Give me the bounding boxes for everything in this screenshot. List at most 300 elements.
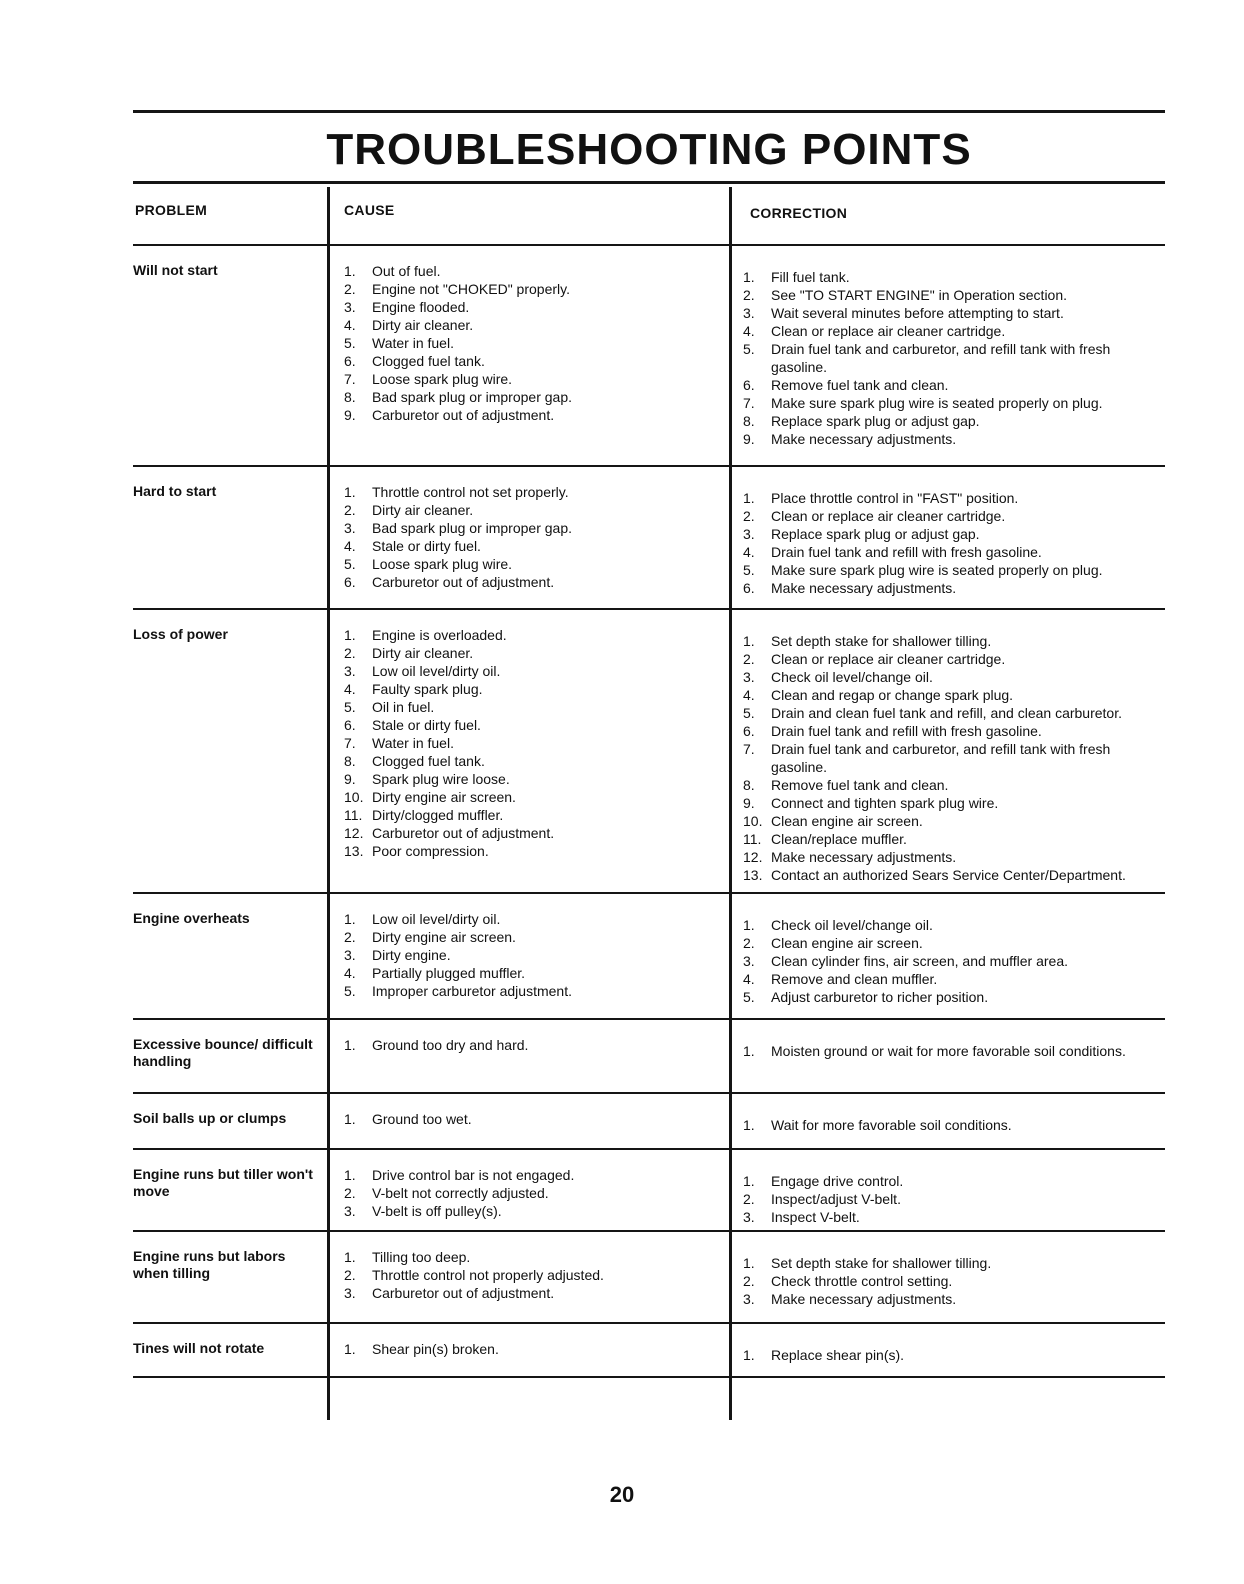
correction-text: Drain fuel tank and refill with fresh gasoline. bbox=[771, 723, 1042, 739]
correction-item bbox=[743, 1346, 1165, 1364]
cause-text: Ground too dry and hard. bbox=[372, 1037, 529, 1053]
cause-text: Drive control bar is not engaged. bbox=[372, 1167, 575, 1183]
cause-text: Ground too wet. bbox=[372, 1111, 472, 1127]
cause-item bbox=[344, 1248, 729, 1266]
correction-item bbox=[743, 561, 1165, 579]
correction-item bbox=[743, 812, 1165, 830]
item-number: 9. bbox=[344, 407, 356, 423]
correction-text: Set depth stake for shallower tilling. bbox=[771, 633, 992, 649]
cause-item bbox=[344, 483, 729, 501]
item-number: 9. bbox=[743, 431, 755, 447]
item-number: 2. bbox=[743, 1191, 755, 1207]
correction-list bbox=[743, 1346, 1165, 1364]
cause-list bbox=[344, 1248, 729, 1302]
item-number: 1. bbox=[344, 1167, 356, 1183]
correction-cell bbox=[729, 1248, 1165, 1322]
correction-cell bbox=[729, 910, 1165, 1018]
cause-cell bbox=[327, 483, 729, 608]
cause-item bbox=[344, 698, 729, 716]
cause-item bbox=[344, 388, 729, 406]
item-number: 6. bbox=[344, 353, 356, 369]
cause-text: Throttle control not set properly. bbox=[372, 484, 569, 500]
cause-item bbox=[344, 352, 729, 370]
cause-item bbox=[344, 1266, 729, 1284]
item-number: 8. bbox=[344, 389, 356, 405]
correction-text: Remove fuel tank and clean. bbox=[771, 777, 949, 793]
cause-text: Loose spark plug wire. bbox=[372, 556, 513, 572]
correction-text: Remove and clean muffler. bbox=[771, 971, 938, 987]
item-number: 2. bbox=[344, 1185, 356, 1201]
correction-item bbox=[743, 952, 1165, 970]
cause-list bbox=[344, 1166, 729, 1220]
correction-list bbox=[743, 632, 1165, 884]
item-number: 1. bbox=[743, 1173, 755, 1189]
correction-list bbox=[743, 916, 1165, 1006]
item-number: 1. bbox=[344, 263, 356, 279]
item-number: 3. bbox=[743, 1291, 755, 1307]
item-number: 1. bbox=[344, 627, 356, 643]
correction-list bbox=[743, 268, 1165, 448]
correction-text: Drain fuel tank and carburetor, and refill tank with fresh gasoline. bbox=[771, 341, 1111, 375]
cause-text: Loose spark plug wire. bbox=[372, 371, 513, 387]
item-number: 5. bbox=[743, 562, 755, 578]
cause-text: Dirty engine. bbox=[372, 947, 451, 963]
correction-text: Check oil level/change oil. bbox=[771, 669, 933, 685]
correction-text: Engage drive control. bbox=[771, 1173, 904, 1189]
item-number: 8. bbox=[743, 413, 755, 429]
cause-text: Throttle control not properly adjusted. bbox=[372, 1267, 604, 1283]
correction-text: Make necessary adjustments. bbox=[771, 580, 957, 596]
title-rule bbox=[133, 181, 1165, 184]
item-number: 3. bbox=[344, 299, 356, 315]
correction-item bbox=[743, 848, 1165, 866]
correction-item bbox=[743, 1272, 1165, 1290]
cause-item bbox=[344, 752, 729, 770]
correction-item bbox=[743, 650, 1165, 668]
correction-item bbox=[743, 866, 1165, 884]
correction-text: Clean engine air screen. bbox=[771, 813, 923, 829]
cause-cell bbox=[327, 1248, 729, 1322]
correction-item bbox=[743, 268, 1165, 286]
cause-list bbox=[344, 626, 729, 860]
cause-item bbox=[344, 982, 729, 1000]
correction-text: Clean and regap or change spark plug. bbox=[771, 687, 1014, 703]
item-number: 4. bbox=[344, 965, 356, 981]
item-number: 1. bbox=[743, 269, 755, 285]
correction-item bbox=[743, 988, 1165, 1006]
cause-item bbox=[344, 1184, 729, 1202]
table-row bbox=[133, 244, 1165, 465]
correction-item bbox=[743, 1254, 1165, 1272]
correction-item bbox=[743, 340, 1165, 376]
correction-cell bbox=[729, 1036, 1165, 1092]
cause-text: Engine is overloaded. bbox=[372, 627, 507, 643]
item-number: 5. bbox=[344, 556, 356, 572]
cause-list bbox=[344, 910, 729, 1000]
cause-item bbox=[344, 946, 729, 964]
cause-cell bbox=[327, 1036, 729, 1092]
cause-text: Shear pin(s) broken. bbox=[372, 1341, 499, 1357]
correction-cell bbox=[729, 1340, 1165, 1376]
item-number: 3. bbox=[344, 520, 356, 536]
item-number: 7. bbox=[344, 735, 356, 751]
item-number: 12. bbox=[344, 825, 364, 841]
correction-list bbox=[743, 1254, 1165, 1308]
cause-text: Clogged fuel tank. bbox=[372, 353, 485, 369]
correction-item bbox=[743, 394, 1165, 412]
correction-text: Check oil level/change oil. bbox=[771, 917, 933, 933]
correction-text: Clean or replace air cleaner cartridge. bbox=[771, 323, 1006, 339]
correction-text: Make necessary adjustments. bbox=[771, 849, 957, 865]
cause-text: Tilling too deep. bbox=[372, 1249, 471, 1265]
table-row bbox=[133, 892, 1165, 1018]
cause-item bbox=[344, 316, 729, 334]
item-number: 10. bbox=[743, 813, 763, 829]
item-number: 6. bbox=[743, 580, 755, 596]
item-number: 12. bbox=[743, 849, 763, 865]
correction-text: Place throttle control in "FAST" position. bbox=[771, 490, 1019, 506]
item-number: 2. bbox=[344, 929, 356, 945]
item-number: 8. bbox=[344, 753, 356, 769]
cause-text: Spark plug wire loose. bbox=[372, 771, 510, 787]
cause-text: Carburetor out of adjustment. bbox=[372, 574, 555, 590]
item-number: 3. bbox=[743, 526, 755, 542]
item-number: 2. bbox=[743, 1273, 755, 1289]
item-number: 4. bbox=[344, 538, 356, 554]
cause-text: Dirty air cleaner. bbox=[372, 317, 474, 333]
cause-text: Improper carburetor adjustment. bbox=[372, 983, 572, 999]
cause-text: Carburetor out of adjustment. bbox=[372, 825, 555, 841]
item-number: 2. bbox=[344, 281, 356, 297]
correction-list bbox=[743, 489, 1165, 597]
item-number: 7. bbox=[743, 741, 755, 757]
item-number: 2. bbox=[344, 645, 356, 661]
item-number: 5. bbox=[743, 705, 755, 721]
correction-text: Replace spark plug or adjust gap. bbox=[771, 526, 980, 542]
cause-text: Oil in fuel. bbox=[372, 699, 435, 715]
cause-item bbox=[344, 1036, 729, 1054]
item-number: 2. bbox=[743, 935, 755, 951]
correction-list bbox=[743, 1172, 1165, 1226]
item-number: 13. bbox=[344, 843, 364, 859]
item-number: 6. bbox=[743, 723, 755, 739]
item-number: 1. bbox=[344, 911, 356, 927]
cause-list bbox=[344, 1110, 729, 1128]
correction-text: Clean cylinder fins, air screen, and muffler area. bbox=[771, 953, 1068, 969]
correction-list bbox=[743, 1116, 1165, 1134]
cause-item bbox=[344, 964, 729, 982]
item-number: 8. bbox=[743, 777, 755, 793]
item-number: 9. bbox=[344, 771, 356, 787]
correction-item bbox=[743, 1190, 1165, 1208]
item-number: 1. bbox=[743, 1347, 755, 1363]
cause-cell bbox=[327, 262, 729, 465]
cause-item bbox=[344, 573, 729, 591]
troubleshooting-table bbox=[133, 244, 1165, 1378]
item-number: 9. bbox=[743, 795, 755, 811]
item-number: 2. bbox=[344, 1267, 356, 1283]
problem-cell: Engine runs but tiller won't move bbox=[133, 1166, 313, 1199]
correction-text: Replace spark plug or adjust gap. bbox=[771, 413, 980, 429]
item-number: 11. bbox=[743, 831, 762, 847]
correction-item bbox=[743, 286, 1165, 304]
cause-text: Clogged fuel tank. bbox=[372, 753, 485, 769]
cause-text: Bad spark plug or improper gap. bbox=[372, 520, 572, 536]
cause-cell bbox=[327, 1340, 729, 1376]
item-number: 5. bbox=[344, 699, 356, 715]
item-number: 3. bbox=[344, 947, 356, 963]
correction-item bbox=[743, 970, 1165, 988]
item-number: 2. bbox=[344, 502, 356, 518]
correction-text: Clean engine air screen. bbox=[771, 935, 923, 951]
problem-cell: Excessive bounce/ difficult handling bbox=[133, 1036, 313, 1069]
cause-cell bbox=[327, 910, 729, 1018]
correction-item bbox=[743, 304, 1165, 322]
cause-list bbox=[344, 483, 729, 591]
item-number: 1. bbox=[743, 917, 755, 933]
correction-item bbox=[743, 632, 1165, 650]
correction-item bbox=[743, 525, 1165, 543]
item-number: 7. bbox=[344, 371, 356, 387]
header-cause: CAUSE bbox=[344, 202, 395, 218]
correction-item bbox=[743, 1172, 1165, 1190]
cause-text: Stale or dirty fuel. bbox=[372, 717, 481, 733]
item-number: 1. bbox=[344, 1249, 356, 1265]
item-number: 3. bbox=[743, 669, 755, 685]
correction-text: Set depth stake for shallower tilling. bbox=[771, 1255, 992, 1271]
correction-text: Clean or replace air cleaner cartridge. bbox=[771, 508, 1006, 524]
correction-text: Clean/replace muffler. bbox=[771, 831, 907, 847]
correction-text: Clean or replace air cleaner cartridge. bbox=[771, 651, 1006, 667]
correction-cell bbox=[729, 1110, 1165, 1148]
correction-text: Wait for more favorable soil conditions. bbox=[771, 1117, 1012, 1133]
problem-cell: Loss of power bbox=[133, 626, 228, 642]
problem-cell: Will not start bbox=[133, 262, 218, 278]
item-number: 1. bbox=[743, 1117, 755, 1133]
correction-item bbox=[743, 543, 1165, 561]
cause-text: Engine not "CHOKED" properly. bbox=[372, 281, 570, 297]
cause-item bbox=[344, 1284, 729, 1302]
cause-item bbox=[344, 644, 729, 662]
correction-text: Make necessary adjustments. bbox=[771, 431, 957, 447]
cause-item bbox=[344, 537, 729, 555]
cause-text: Bad spark plug or improper gap. bbox=[372, 389, 572, 405]
correction-text: See "TO START ENGINE" in Operation section. bbox=[771, 287, 1068, 303]
cause-item bbox=[344, 806, 729, 824]
page-number: 20 bbox=[609, 1482, 635, 1507]
item-number: 3. bbox=[743, 1209, 755, 1225]
cause-item bbox=[344, 1340, 729, 1358]
cause-item bbox=[344, 910, 729, 928]
cause-item bbox=[344, 406, 729, 424]
cause-text: V-belt is off pulley(s). bbox=[372, 1203, 502, 1219]
correction-item bbox=[743, 507, 1165, 525]
item-number: 4. bbox=[743, 544, 755, 560]
correction-text: Inspect/adjust V-belt. bbox=[771, 1191, 901, 1207]
correction-item bbox=[743, 1208, 1165, 1226]
table-row bbox=[133, 1322, 1165, 1378]
correction-text: Moisten ground or wait for more favorable soil conditions. bbox=[771, 1043, 1126, 1059]
cause-text: Low oil level/dirty oil. bbox=[372, 663, 501, 679]
cause-list bbox=[344, 262, 729, 424]
cause-cell bbox=[327, 1110, 729, 1148]
correction-text: Wait several minutes before attempting to start. bbox=[771, 305, 1064, 321]
cause-item bbox=[344, 280, 729, 298]
item-number: 4. bbox=[743, 971, 755, 987]
correction-item bbox=[743, 376, 1165, 394]
item-number: 3. bbox=[743, 305, 755, 321]
item-number: 1. bbox=[344, 484, 356, 500]
cause-text: Dirty air cleaner. bbox=[372, 502, 474, 518]
cause-item bbox=[344, 519, 729, 537]
correction-item bbox=[743, 489, 1165, 507]
correction-item bbox=[743, 686, 1165, 704]
item-number: 6. bbox=[743, 377, 755, 393]
correction-cell bbox=[729, 483, 1165, 608]
correction-item bbox=[743, 934, 1165, 952]
cause-item bbox=[344, 824, 729, 842]
item-number: 7. bbox=[743, 395, 755, 411]
correction-item bbox=[743, 1290, 1165, 1308]
cause-text: Out of fuel. bbox=[372, 263, 441, 279]
correction-item bbox=[743, 1116, 1165, 1134]
problem-cell: Engine overheats bbox=[133, 910, 250, 926]
cause-text: Dirty engine air screen. bbox=[372, 789, 516, 805]
top-rule bbox=[133, 110, 1165, 113]
cause-item bbox=[344, 716, 729, 734]
correction-text: Remove fuel tank and clean. bbox=[771, 377, 949, 393]
item-number: 5. bbox=[344, 983, 356, 999]
cause-text: Partially plugged muffler. bbox=[372, 965, 526, 981]
table-row bbox=[133, 1092, 1165, 1148]
item-number: 6. bbox=[344, 574, 356, 590]
cause-item bbox=[344, 788, 729, 806]
correction-item bbox=[743, 722, 1165, 740]
correction-text: Drain fuel tank and refill with fresh gasoline. bbox=[771, 544, 1042, 560]
item-number: 5. bbox=[743, 341, 755, 357]
table-row bbox=[133, 1230, 1165, 1322]
correction-item bbox=[743, 1042, 1165, 1060]
correction-item bbox=[743, 430, 1165, 448]
table-row bbox=[133, 608, 1165, 892]
item-number: 4. bbox=[344, 681, 356, 697]
correction-item bbox=[743, 916, 1165, 934]
correction-text: Drain and clean fuel tank and refill, and clean carburetor. bbox=[771, 705, 1122, 721]
item-number: 5. bbox=[344, 335, 356, 351]
cause-item bbox=[344, 334, 729, 352]
cause-item bbox=[344, 555, 729, 573]
item-number: 1. bbox=[743, 633, 755, 649]
problem-cell: Engine runs but labors when tilling bbox=[133, 1248, 286, 1281]
cause-cell bbox=[327, 1166, 729, 1230]
correction-item bbox=[743, 740, 1165, 776]
correction-item bbox=[743, 776, 1165, 794]
problem-cell: Soil balls up or clumps bbox=[133, 1110, 287, 1126]
item-number: 1. bbox=[743, 1255, 755, 1271]
cause-item bbox=[344, 928, 729, 946]
cause-item bbox=[344, 1202, 729, 1220]
correction-list bbox=[743, 1042, 1165, 1060]
cause-item bbox=[344, 662, 729, 680]
cause-text: Stale or dirty fuel. bbox=[372, 538, 481, 554]
correction-text: Make sure spark plug wire is seated properly on plug. bbox=[771, 395, 1103, 411]
correction-item bbox=[743, 830, 1165, 848]
cause-item bbox=[344, 734, 729, 752]
problem-cell: Hard to start bbox=[133, 483, 217, 499]
item-number: 3. bbox=[344, 663, 356, 679]
cause-item bbox=[344, 1110, 729, 1128]
cause-text: Dirty air cleaner. bbox=[372, 645, 474, 661]
correction-item bbox=[743, 579, 1165, 597]
correction-cell bbox=[729, 1166, 1165, 1230]
cause-text: Low oil level/dirty oil. bbox=[372, 911, 501, 927]
item-number: 4. bbox=[743, 687, 755, 703]
cause-cell bbox=[327, 626, 729, 892]
page-title: TROUBLESHOOTING POINTS bbox=[326, 125, 972, 174]
item-number: 4. bbox=[344, 317, 356, 333]
correction-text: Adjust carburetor to richer position. bbox=[771, 989, 989, 1005]
cause-text: Water in fuel. bbox=[372, 335, 454, 351]
cause-text: Water in fuel. bbox=[372, 735, 454, 751]
cause-text: V-belt not correctly adjusted. bbox=[372, 1185, 549, 1201]
item-number: 1. bbox=[743, 1043, 755, 1059]
correction-text: Make sure spark plug wire is seated properly on plug. bbox=[771, 562, 1103, 578]
correction-text: Check throttle control setting. bbox=[771, 1273, 953, 1289]
header-correction: CORRECTION bbox=[750, 205, 848, 221]
cause-item bbox=[344, 770, 729, 788]
cause-item bbox=[344, 842, 729, 860]
item-number: 3. bbox=[344, 1203, 356, 1219]
table-row bbox=[133, 1018, 1165, 1092]
item-number: 1. bbox=[743, 490, 755, 506]
correction-item bbox=[743, 412, 1165, 430]
correction-item bbox=[743, 322, 1165, 340]
cause-text: Dirty/clogged muffler. bbox=[372, 807, 504, 823]
header-problem: PROBLEM bbox=[135, 202, 208, 218]
item-number: 3. bbox=[344, 1285, 356, 1301]
item-number: 3. bbox=[743, 953, 755, 969]
correction-text: Inspect V-belt. bbox=[771, 1209, 860, 1225]
correction-item bbox=[743, 704, 1165, 722]
cause-item bbox=[344, 626, 729, 644]
cause-list bbox=[344, 1340, 729, 1358]
cause-text: Carburetor out of adjustment. bbox=[372, 407, 555, 423]
cause-text: Dirty engine air screen. bbox=[372, 929, 516, 945]
correction-item bbox=[743, 794, 1165, 812]
correction-item bbox=[743, 668, 1165, 686]
item-number: 1. bbox=[344, 1111, 356, 1127]
item-number: 11. bbox=[344, 807, 363, 823]
item-number: 13. bbox=[743, 867, 763, 883]
cause-item bbox=[344, 370, 729, 388]
correction-cell bbox=[729, 626, 1165, 892]
table-row bbox=[133, 465, 1165, 608]
correction-text: Replace shear pin(s). bbox=[771, 1347, 905, 1363]
item-number: 2. bbox=[743, 287, 755, 303]
cause-list bbox=[344, 1036, 729, 1054]
cause-item bbox=[344, 1166, 729, 1184]
item-number: 5. bbox=[743, 989, 755, 1005]
correction-cell bbox=[729, 262, 1165, 465]
correction-text: Connect and tighten spark plug wire. bbox=[771, 795, 999, 811]
correction-text: Drain fuel tank and carburetor, and refill tank with fresh gasoline. bbox=[771, 741, 1111, 775]
cause-item bbox=[344, 262, 729, 280]
cause-item bbox=[344, 501, 729, 519]
item-number: 10. bbox=[344, 789, 364, 805]
item-number: 6. bbox=[344, 717, 356, 733]
cause-item bbox=[344, 298, 729, 316]
item-number: 1. bbox=[344, 1341, 356, 1357]
